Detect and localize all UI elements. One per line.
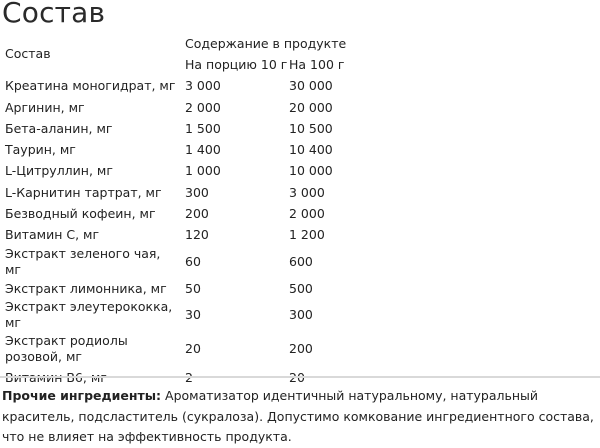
ingredient-name: Креатина моногидрат, мг — [5, 78, 176, 94]
table-row — [0, 246, 399, 278]
header-content-group: Содержание в продукте — [185, 35, 347, 51]
ingredient-name: Экстракт зеленого чая, мг — [5, 245, 161, 277]
table-row — [0, 76, 399, 97]
amount-per-100g: 1 200 — [289, 227, 325, 243]
amount-per-serving: 200 — [185, 206, 209, 222]
amount-per-serving: 30 — [185, 307, 201, 323]
table-row — [0, 299, 399, 331]
section-divider — [0, 376, 600, 378]
amount-per-100g: 10 500 — [289, 120, 333, 136]
amount-per-serving: 50 — [185, 280, 201, 296]
amount-per-serving: 20 — [185, 341, 201, 357]
table-row — [0, 182, 399, 203]
table-row — [0, 97, 399, 118]
amount-per-100g: 600 — [289, 253, 313, 269]
amount-per-100g: 10 000 — [289, 163, 333, 179]
amount-per-serving: 60 — [185, 253, 201, 269]
table-row — [0, 278, 399, 299]
header-ingredient: Состав — [5, 46, 51, 62]
amount-per-100g: 500 — [289, 280, 313, 296]
ingredient-name: L-Карнитин тартрат, мг — [5, 184, 162, 200]
other-ingredients — [2, 386, 598, 448]
table-row — [0, 203, 399, 224]
ingredient-name: Таурин, мг — [5, 142, 76, 158]
table-row — [0, 139, 399, 160]
amount-per-serving: 1 500 — [185, 120, 221, 136]
ingredient-name: Бета-аланин, мг — [5, 120, 113, 136]
amount-per-100g: 30 000 — [289, 78, 333, 94]
ingredient-name: Экстракт родиолы розовой, мг — [5, 333, 128, 365]
amount-per-100g: 2 000 — [289, 206, 325, 222]
amount-per-serving: 120 — [185, 227, 209, 243]
amount-per-serving: 2 000 — [185, 99, 221, 115]
ingredient-name: L-Цитруллин, мг — [5, 163, 113, 179]
amount-per-serving: 1 000 — [185, 163, 221, 179]
other-ingredients-text: Ароматизатор идентичный натуральному, натуральный краситель, подсластитель (сукралоза). Допустимо комкование ингредиентного состава, что не влияет на эффективность продукта. — [2, 388, 594, 444]
amount-per-100g: 10 400 — [289, 142, 333, 158]
ingredient-name: Экстракт элеутерококка, мг — [5, 299, 173, 331]
header-per-serving: На порцию 10 г — [185, 56, 288, 72]
ingredient-name: Безводный кофеин, мг — [5, 206, 156, 222]
amount-per-serving: 3 000 — [185, 78, 221, 94]
amount-per-100g: 20 000 — [289, 99, 333, 115]
table-row — [0, 331, 399, 367]
table-row — [0, 161, 399, 182]
header-per-100g: На 100 г — [289, 56, 345, 72]
table-row — [0, 225, 399, 246]
amount-per-serving: 1 400 — [185, 142, 221, 158]
amount-per-100g: 3 000 — [289, 184, 325, 200]
composition-table — [0, 33, 399, 389]
amount-per-100g: 300 — [289, 307, 313, 323]
other-ingredients-label: Прочие ингредиенты: — [2, 388, 162, 403]
page-title: Состав — [2, 0, 106, 29]
table-row — [0, 118, 399, 139]
amount-per-100g: 200 — [289, 341, 313, 357]
ingredient-name: Аргинин, мг — [5, 99, 85, 115]
ingredient-name: Экстракт лимонника, мг — [5, 280, 167, 296]
ingredient-name: Витамин С, мг — [5, 227, 100, 243]
amount-per-serving: 300 — [185, 184, 209, 200]
